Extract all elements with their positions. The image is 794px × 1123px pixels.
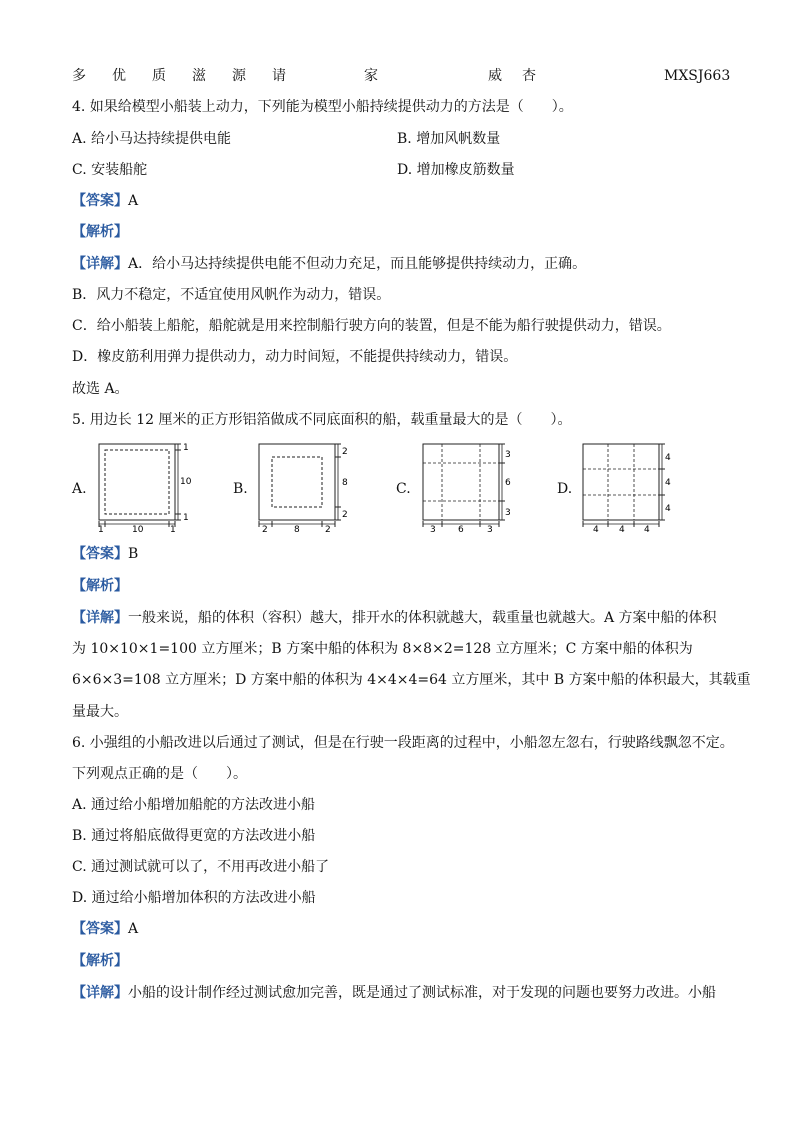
- q5-answer: [72, 545, 138, 563]
- detail-text: 一般来说，船的体积（容积）越大，排开水的体积就越大，载重量也就越大。A 方案中船的体积: [128, 610, 717, 626]
- fig-d-right-label: 4: [665, 453, 671, 463]
- fig-b-bottom-label: 2: [262, 525, 268, 532]
- header-char: 请: [272, 68, 286, 84]
- answer-value: B: [128, 546, 139, 562]
- answer-tag: 【答案】: [72, 921, 128, 937]
- fig-c-right-label: 3: [505, 508, 511, 518]
- q6-option-c: C. 通过测试就可以了，不用再改进小船了: [72, 859, 330, 875]
- q5-fig-b-label: B.: [233, 481, 248, 497]
- fig-a-right-label: 1: [183, 513, 189, 523]
- q4-conclusion: 故选 A。: [72, 381, 129, 397]
- q4-detail-3: C．给小船装上船舵，船舵就是用来控制船行驶方向的装置，但是不能为船行驶提供动力，错误。: [72, 318, 671, 334]
- fig-a-bottom-label: 10: [132, 525, 144, 532]
- header-char: 多: [72, 68, 86, 84]
- q5-figure-d: [578, 440, 682, 532]
- q6-stem-1: 6. 小强组的小船改进以后通过了测试，但是在行驶一段距离的过程中，小船忽左忽右，行驶路线飘忽不定。: [72, 735, 734, 751]
- q4-answer: [72, 192, 138, 210]
- fig-b-side-label: 8: [342, 478, 348, 488]
- fig-b-bottom-label: 2: [325, 525, 331, 532]
- q5-detail-4: 量最大。: [72, 704, 128, 720]
- q4-detail-2: B．风力不稳定，不适宜使用风帆作为动力，错误。: [72, 287, 391, 303]
- q6-option-a: A. 通过给小船增加船舵的方法改进小船: [72, 797, 316, 813]
- detail-text: 小船的设计制作经过测试愈加完善，既是通过了测试标准，对于发现的问题也要努力改进。小船: [128, 985, 716, 1001]
- fig-d-right-label: 4: [665, 504, 671, 514]
- q4-option-b: B. 增加风帆数量: [397, 131, 501, 147]
- q6-detail-1: [72, 984, 716, 1002]
- fig-c-right-label: 6: [505, 478, 511, 488]
- analysis-tag: 【解析】: [72, 953, 128, 969]
- q4-option-d: D. 增加橡皮筋数量: [397, 162, 515, 178]
- header-char: 优: [112, 68, 126, 84]
- fig-d-bottom-label: 4: [593, 525, 599, 532]
- header-char: 滋: [192, 68, 206, 84]
- q4-detail-4: D．橡皮筋利用弹力提供动力，动力时间短，不能提供持续动力，错误。: [72, 349, 518, 365]
- fig-b-bottom-label: 8: [294, 525, 300, 532]
- detail-text: A．给小马达持续提供电能不但动力充足，而且能够提供持续动力，正确。: [128, 256, 587, 272]
- header-char: 质: [152, 68, 166, 84]
- fig-a-right-label: 1: [183, 443, 189, 453]
- q4-analysis: [72, 223, 128, 241]
- header-watermark: [72, 67, 554, 85]
- fig-c-right-label: 3: [505, 450, 511, 460]
- q4-option-a: A. 给小马达持续提供电能: [72, 131, 232, 147]
- q5-analysis: [72, 577, 128, 595]
- answer-tag: 【答案】: [72, 193, 128, 209]
- header-char: 家: [364, 68, 378, 84]
- detail-tag: 【详解】: [72, 985, 128, 1001]
- fig-c-bottom-label: 3: [487, 525, 493, 532]
- fig-c-bottom-label: 3: [430, 525, 436, 532]
- fig-a-bottom-label: 1: [98, 525, 104, 532]
- q5-fig-c-label: C.: [396, 481, 411, 497]
- q5-fig-a-label: A.: [72, 481, 87, 497]
- fig-b-right-label: 2: [342, 510, 348, 520]
- q4-option-c: C. 安装船舵: [72, 162, 148, 178]
- q6-stem-2: 下列观点正确的是（ ）。: [72, 766, 247, 782]
- q5-detail-2: 为 10×10×1=100 立方厘米；B 方案中船的体积为 8×8×2=128 立方厘米；C 方案中船的体积为: [72, 641, 693, 657]
- detail-tag: 【详解】: [72, 610, 128, 626]
- q5-detail-3: 6×6×3=108 立方厘米；D 方案中船的体积为 4×4×4=64 立方厘米，其中 B 方案中船的体积最大，其载重: [72, 672, 751, 688]
- fig-c-bottom-label: 6: [458, 525, 464, 532]
- header-char: 威: [488, 68, 502, 84]
- q5-figure-a: [94, 440, 198, 532]
- q5-fig-d-label: D.: [557, 481, 573, 497]
- fig-a-side-label: 10: [180, 477, 192, 487]
- q6-option-d: D. 通过给小船增加体积的方法改进小船: [72, 890, 316, 906]
- analysis-tag: 【解析】: [72, 224, 128, 240]
- fig-d-bottom-label: 4: [619, 525, 625, 532]
- header-char: 源: [232, 68, 246, 84]
- fig-d-bottom-label: 4: [644, 525, 650, 532]
- q6-analysis: [72, 952, 128, 970]
- answer-value: A: [128, 921, 139, 937]
- fig-b-right-label: 2: [342, 447, 348, 457]
- detail-tag: 【详解】: [72, 256, 128, 272]
- answer-tag: 【答案】: [72, 546, 128, 562]
- answer-value: A: [128, 193, 139, 209]
- fig-d-right-label: 4: [665, 478, 671, 488]
- q6-option-b: B. 通过将船底做得更宽的方法改进小船: [72, 828, 316, 844]
- header-char: 杏: [522, 68, 536, 84]
- header-code: MXSJ663: [664, 68, 731, 84]
- q5-stem: 5. 用边长 12 厘米的正方形铝箔做成不同底面积的船，载重量最大的是（ ）。: [72, 412, 572, 428]
- q5-figure-b: [254, 440, 358, 532]
- q5-detail-1: [72, 609, 717, 627]
- analysis-tag: 【解析】: [72, 578, 128, 594]
- q6-answer: [72, 920, 138, 938]
- fig-a-bottom-label: 1: [170, 525, 176, 532]
- q4-stem: 4. 如果给模型小船装上动力，下列能为模型小船持续提供动力的方法是（ ）。: [72, 99, 573, 115]
- q4-detail-1: [72, 255, 586, 273]
- q5-figure-c: [418, 440, 522, 532]
